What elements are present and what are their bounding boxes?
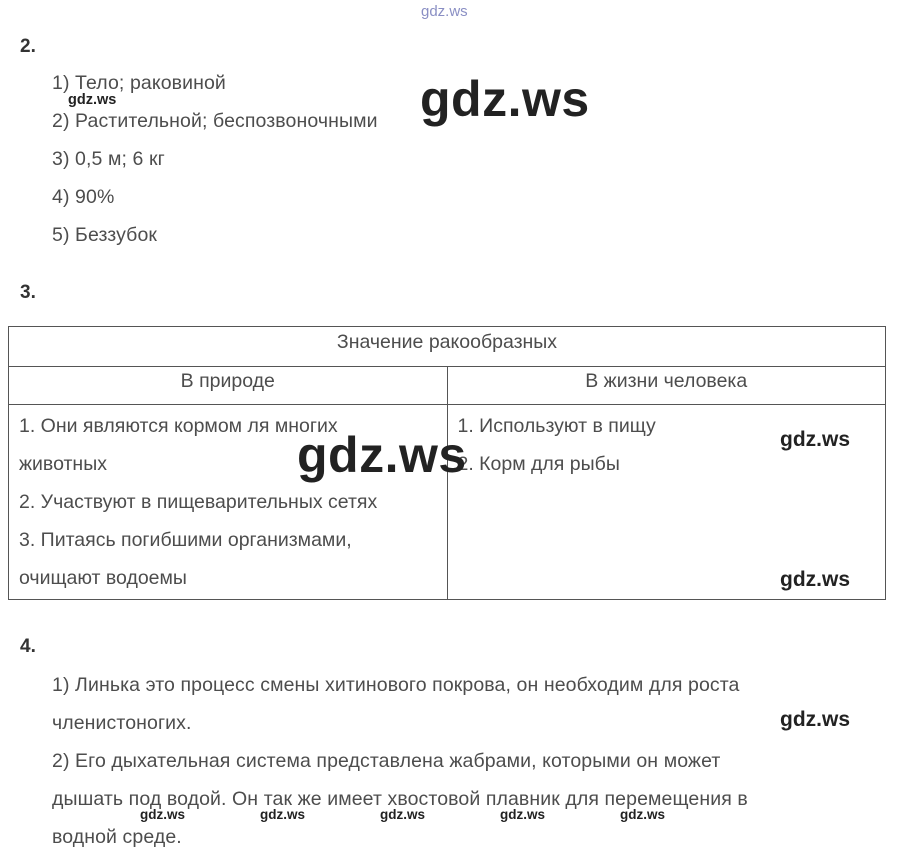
task-2-answer-1: 1) Тело; раковиной [52, 72, 226, 94]
watermark-medium: gdz.ws [780, 568, 851, 591]
task-4-line-5: водной среде. [52, 826, 182, 848]
task-2-answer-2: 2) Растительной; беспозвоночными [52, 110, 378, 132]
task-4-line-4: дышать под водой. Он так же имеет хвостовой плавник для перемещения в [52, 788, 748, 810]
watermark-tiny: gdz.ws [380, 807, 426, 822]
watermark-medium: gdz.ws [780, 708, 851, 731]
nature-line: животных [19, 453, 107, 475]
nature-line: 2. Участвуют в пищеварительных сетях [19, 491, 378, 513]
column-header-human: В жизни человека [447, 367, 886, 405]
human-line: 2. Корм для рыбы [457, 453, 620, 475]
table-title: Значение ракообразных [9, 327, 886, 367]
watermark-tiny: gdz.ws [260, 807, 306, 822]
watermark-top: gdz.ws [421, 3, 468, 20]
task-2-answer-5: 5) Беззубок [52, 224, 158, 246]
watermark-tiny: gdz.ws [140, 807, 186, 822]
task-2-answer-4: 4) 90% [52, 186, 115, 208]
task-2-number: 2. [20, 36, 36, 57]
task-4-line-2: членистоногих. [52, 712, 192, 734]
watermark-medium: gdz.ws [780, 428, 851, 451]
watermark-tiny: gdz.ws [620, 807, 666, 822]
task-2-answer-3: 3) 0,5 м; 6 кг [52, 148, 165, 170]
watermark-tiny: gdz.ws [500, 807, 546, 822]
nature-line: 3. Питаясь погибшими организмами, [19, 529, 352, 551]
nature-line: очищают водоемы [19, 567, 187, 589]
watermark-large: gdz.ws [420, 71, 590, 127]
watermark-small: gdz.ws [68, 92, 117, 108]
task-4-line-3: 2) Его дыхательная система представлена жабрами, которыми он может [52, 750, 721, 772]
task-4-line-1: 1) Линька это процесс смены хитинового покрова, он необходим для роста [52, 674, 740, 696]
task-4-number: 4. [20, 636, 36, 657]
column-header-nature: В природе [9, 367, 448, 405]
nature-line: 1. Они являются кормом ля многих [19, 415, 338, 437]
watermark-large: gdz.ws [297, 427, 467, 483]
task-3-number: 3. [20, 282, 36, 303]
human-line: 1. Используют в пищу [457, 415, 656, 437]
